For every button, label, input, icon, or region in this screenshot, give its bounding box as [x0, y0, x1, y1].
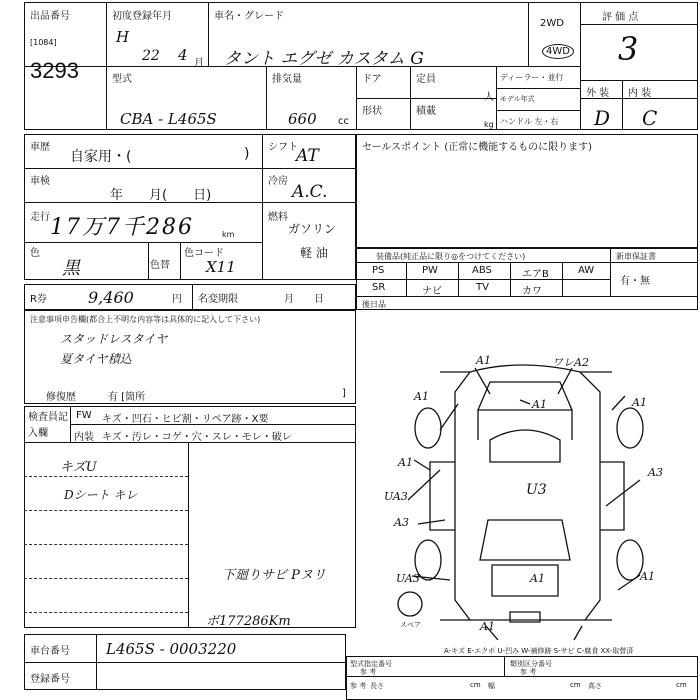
inspector-label: 検査員記入欄 — [28, 412, 68, 439]
shift-label: シフト — [268, 142, 298, 153]
registration-number-label: 登録番号 — [30, 674, 70, 685]
interior-label: 内 装 — [628, 88, 652, 99]
fw-label: FW — [76, 410, 92, 421]
mark-13: A1 — [640, 570, 655, 583]
type-designation-label: 型式指定番号 — [350, 660, 392, 668]
interior-check-label: 内装 — [74, 432, 94, 443]
equip-sr: SR — [372, 282, 386, 293]
repair-history-close: ] — [342, 388, 346, 399]
fit-later-label: 後日品 — [362, 300, 386, 309]
length-label: 長さ — [370, 682, 384, 690]
model-code: CBA - L465S — [120, 110, 217, 128]
handle-label: ハンドル 左・右 — [500, 117, 559, 126]
mark-10: A3 — [394, 516, 409, 529]
category-label: 類別区分番号 — [510, 660, 552, 668]
car-history-label: 車歴 — [30, 142, 50, 153]
lot-number: 3293 — [30, 58, 79, 83]
color-label: 色 — [30, 248, 40, 259]
color-value: 黒 — [62, 258, 80, 279]
model-year-label: モデル年式 — [500, 95, 535, 103]
grade-label: 評 価 点 — [602, 12, 639, 23]
reference-2: 参 考 — [520, 668, 537, 676]
shape-label: 形状 — [362, 106, 382, 117]
recycle-label: R券 — [30, 294, 47, 305]
length-unit: cm — [470, 681, 481, 689]
chassis-label: 車台番号 — [30, 646, 70, 657]
displacement-label: 排気量 — [272, 74, 302, 85]
equip-leather: カワ — [522, 286, 542, 297]
person-unit: 人 — [484, 92, 494, 103]
name-change-value: 月 日 — [284, 294, 324, 305]
height-label: 高さ — [588, 682, 602, 690]
color-code-label: 色コード — [184, 248, 224, 259]
spare-tire — [398, 592, 422, 616]
mark-1: A1 — [476, 354, 491, 367]
car-name-label: 車名・グレード — [214, 11, 284, 22]
lot-number-label: 出品番号 — [30, 11, 70, 22]
overall-score: 3 — [618, 30, 639, 68]
fw-items: キズ・凹石・ヒビ割・リペア跡・X要 — [102, 414, 269, 425]
car-name: タント エグゼ カスタム G — [224, 49, 424, 69]
width-unit: cm — [570, 681, 581, 689]
car-history-close: ) — [244, 146, 250, 162]
era: H — [116, 28, 130, 46]
mark-2: ワレA2 — [552, 356, 589, 369]
fuel-gasoline: ガソリン — [288, 222, 337, 236]
capacity-label: 定員 — [416, 74, 436, 85]
registration-year: 22 — [142, 48, 160, 64]
car-history-value: 自家用・( — [70, 149, 132, 165]
inspection-value: 年 月( 日) — [110, 188, 212, 203]
equip-pw: PW — [422, 265, 438, 276]
drive-4wd-circled: 4WD — [542, 44, 574, 59]
height-unit: cm — [676, 681, 687, 689]
exterior-score: D — [594, 106, 611, 130]
kg-unit: kg — [484, 120, 494, 129]
fuel-light-oil: 軽 油 — [300, 246, 328, 260]
equipment-label: 装備品(純正品に限り◎をつけてください) — [376, 252, 526, 261]
inspection-label: 車検 — [30, 176, 50, 187]
first-registration-label: 初度登録年月 — [112, 11, 172, 22]
remark-1: キズU — [60, 460, 97, 475]
mark-3: A1 — [532, 398, 547, 411]
remark-3: 下廻りサビ Pヌリ — [222, 568, 326, 583]
drive-2wd-label: 2WD — [540, 18, 564, 29]
repair-history-label: 修復歴 — [46, 392, 76, 403]
displacement: 660 — [288, 110, 317, 128]
spare-label: スペア — [400, 621, 421, 629]
chassis-number: L465S - 0003220 — [106, 640, 237, 658]
name-change-label: 名変期限 — [198, 294, 238, 305]
model-label: 型式 — [112, 74, 132, 85]
shift-value: AT — [296, 146, 319, 166]
exterior-label: 外 装 — [586, 88, 610, 99]
equip-aw: AW — [578, 265, 595, 276]
mileage-value: 17万7千286 — [50, 215, 194, 240]
color-change-label: 色替 — [150, 260, 170, 271]
mark-6: A1 — [398, 456, 413, 469]
notes-line-2: 夏タイヤ積込 — [60, 352, 132, 366]
front-left-tire — [415, 408, 441, 448]
mark-12: A1 — [530, 572, 545, 585]
warranty-value: 有・無 — [620, 276, 650, 287]
lot-sub-number: [1084] — [30, 38, 57, 47]
fuel-label: 燃料 — [268, 212, 288, 223]
repair-history-value: 有 [箇所 — [108, 392, 146, 403]
mark-5: A1 — [632, 396, 647, 409]
mark-11: UA3 — [396, 572, 420, 585]
recycle-value: 9,460 — [88, 288, 134, 307]
front-right-tire — [617, 408, 643, 448]
width-label: 幅 — [488, 682, 495, 690]
sales-point-label: セールスポイント (正常に機能するものに限ります) — [362, 142, 593, 153]
notes-line-1: スタッドレスタイヤ — [60, 332, 168, 346]
mileage-label: 走行 — [30, 212, 50, 223]
remark-2: Dシート キレ — [64, 488, 138, 502]
damage-legend: A-キズ E-エクボ U-凹み W-補修跡 S-サビ C-腐食 XX-取替済 — [444, 647, 634, 655]
ac-label: 冷房 — [268, 176, 288, 187]
remark-4: ボ177286Km — [206, 614, 291, 629]
mark-9: U3 — [526, 482, 547, 498]
yen-unit: 円 — [172, 294, 182, 305]
mark-8: UA3 — [384, 490, 408, 503]
equip-ps: PS — [372, 265, 385, 276]
reference-1: 参 考 — [360, 668, 377, 676]
mark-14: A1 — [480, 620, 495, 633]
dealer-label: ディーラー・並行 — [500, 73, 564, 82]
load-label: 積載 — [416, 106, 436, 117]
registration-month: 4 — [178, 46, 188, 64]
equip-tv: TV — [476, 282, 489, 293]
km-unit: km — [222, 230, 235, 239]
notes-label: 注意事項申告欄(都合上不明な内容等は具体的に記入して下さい) — [30, 315, 261, 324]
ac-value: A.C. — [292, 182, 328, 202]
reference-3: 参 考 — [350, 682, 367, 690]
equip-airbag: エアB — [522, 269, 549, 280]
door-label: ドア — [362, 74, 382, 85]
color-code: X11 — [206, 258, 236, 276]
mark-7: A3 — [648, 466, 663, 479]
interior-items: キズ・汚レ・コゲ・穴・スレ・モレ・破レ — [102, 432, 292, 443]
warranty-label: 新車保証書 — [616, 252, 656, 261]
interior-score: C — [642, 106, 658, 130]
cc-unit: cc — [338, 116, 349, 127]
equip-abs: ABS — [472, 265, 492, 276]
equip-navi: ナビ — [422, 286, 442, 297]
month-unit: 月 — [194, 58, 204, 69]
mark-4: A1 — [414, 390, 429, 403]
